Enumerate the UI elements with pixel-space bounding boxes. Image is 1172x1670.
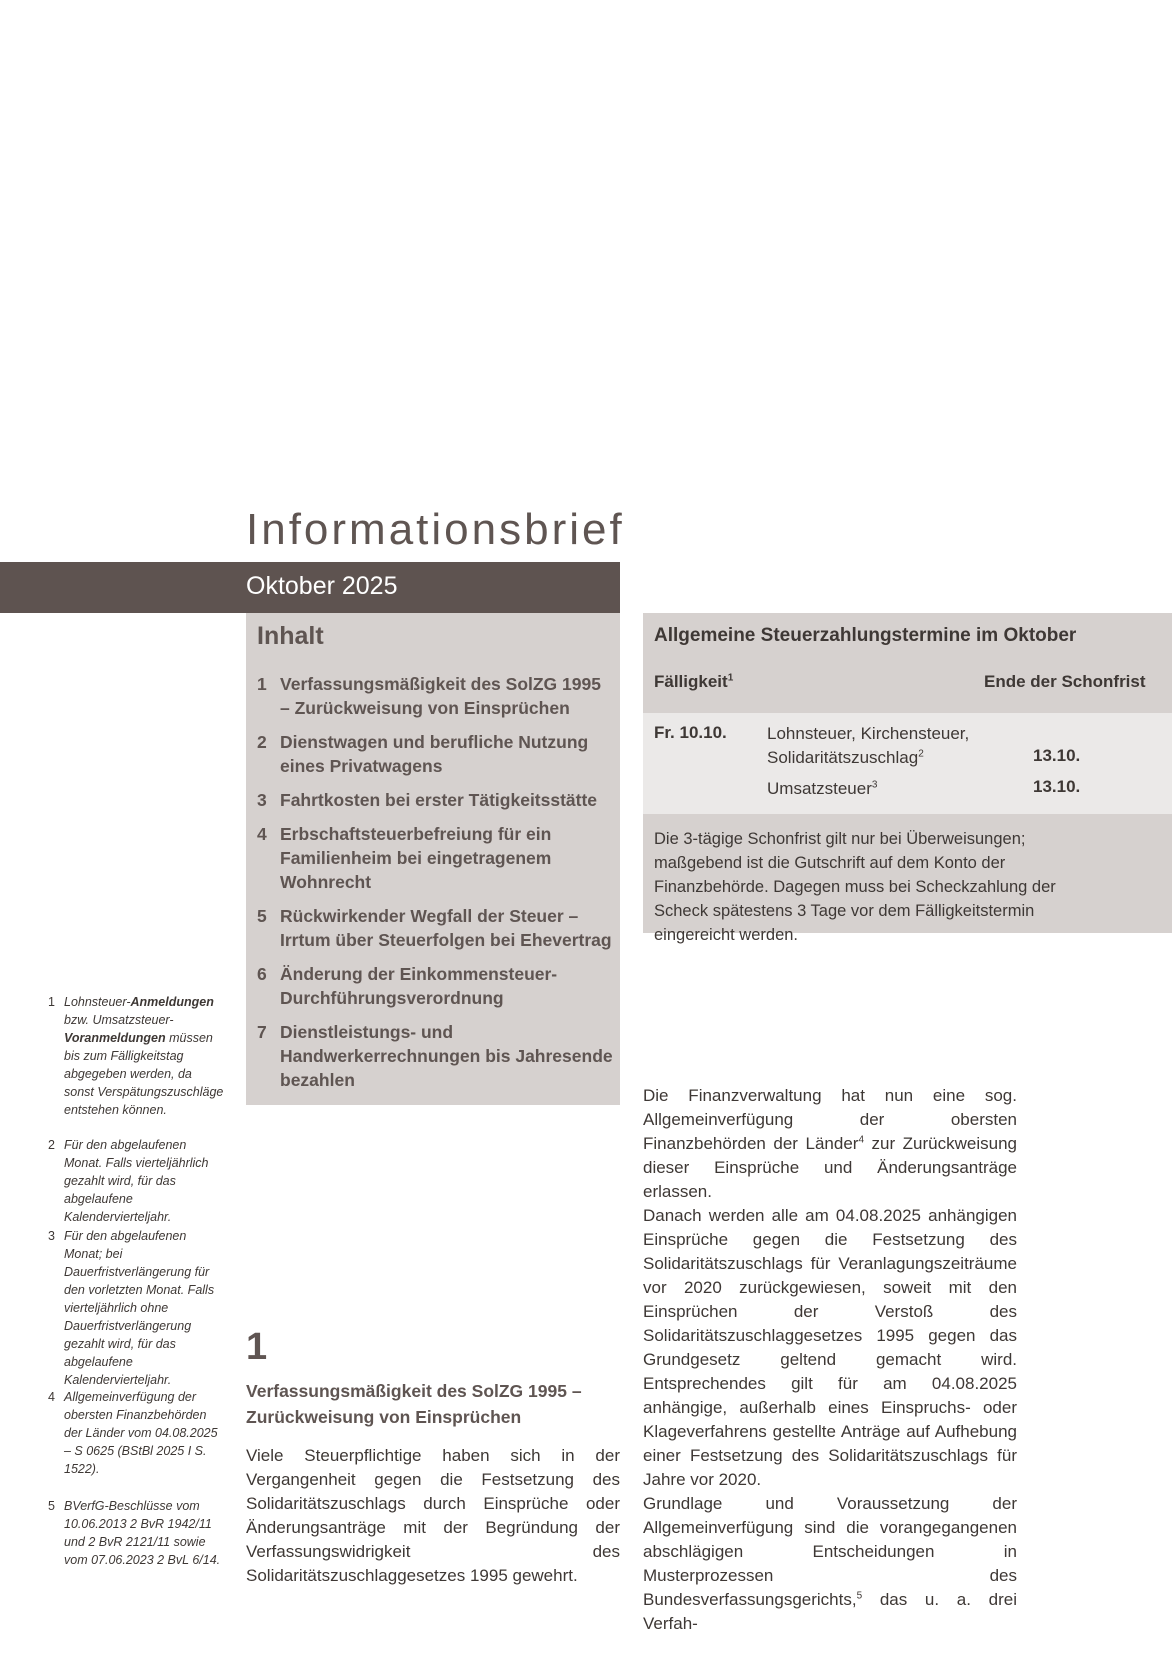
toc-item[interactable]	[257, 904, 615, 952]
grace-end-date: 13.10.	[1033, 746, 1081, 765]
footnote-number: 5	[48, 1499, 55, 1513]
toc-item-number: 7	[257, 1022, 267, 1042]
toc-item-number: 2	[257, 732, 267, 752]
toc-item[interactable]	[257, 788, 615, 812]
column-header-grace-end: Ende der Schonfrist	[984, 672, 1146, 691]
toc-item-number: 5	[257, 906, 267, 926]
tax-dates-title: Allgemeine Steuerzahlungstermine im Oktober	[654, 625, 1077, 646]
tax-row-vat: Umsatzsteuer$^3$	[767, 779, 878, 798]
toc-item-number: 6	[257, 964, 267, 984]
toc-item[interactable]	[257, 962, 615, 1010]
grace-period-note: Die 3-tägige Schonfrist gilt nur bei Überweisungen; maßgebend ist die Gutschrift auf dem Konto der Finanzbehörde. Dagegen muss bei Scheckzahlung der Scheck spätestens 3 Tage vor dem Fälligkeitstermin eingereicht werden.	[654, 830, 1056, 944]
toc-item-number: 1	[257, 674, 267, 694]
footnote-number: 4	[48, 1390, 55, 1404]
toc-heading: Inhalt	[257, 622, 324, 650]
toc-item-text: Verfassungsmäßigkeit des SolZG 1995 – Zurückweisung von Einsprüchen	[280, 674, 601, 718]
footnote-text: BVerfG-Beschlüsse vom 10.06.2013 2 BvR 1942/11 und 2 BvR 2121/11 sowie vom 07.06.2023 2 BvL 6/14.	[64, 1499, 221, 1567]
footnote-text: Allgemeinverfügung der obersten Finanzbehörden der Länder vom 04.08.2025 – S 0625 (BStBl 2025 I S. 1522).	[64, 1390, 218, 1476]
section-paragraph: Die Finanzverwaltung hat nun eine sog. Allgemeinverfügung der obersten Finanzbehörden der Länder$^4$ zur Zurückweisung dieser Einsprüche und Änderungsanträge erlassen.	[643, 1086, 1017, 1201]
toc-item-number: 4	[257, 824, 267, 844]
footnote-number: 3	[48, 1229, 55, 1243]
section-number: 1	[246, 1326, 268, 1368]
footnote	[40, 1227, 225, 1389]
section-paragraph: Grundlage und Voraussetzung der Allgemeinverfügung sind die vorangegangenen abschlägigen Entscheidungen in Musterprozessen des Bundesverfassungsgerichts,$^5$ das u. a. drei Verfah-	[643, 1494, 1017, 1633]
grace-end-date: 13.10.	[1033, 777, 1081, 796]
footnote	[40, 993, 225, 1119]
toc-item-text: Erbschaftsteuerbefreiung für ein Familienheim bei eingetragenem Wohnrecht	[280, 824, 552, 892]
footnote	[40, 1136, 225, 1226]
footnote-text: Für den abgelaufenen Monat. Falls vierteljährlich gezahlt wird, für das abgelaufene Kalendervierteljahr.	[64, 1138, 209, 1224]
newsletter-title: Informationsbrief	[246, 505, 625, 554]
toc-item-text: Fahrtkosten bei erster Tätigkeitsstätte	[280, 790, 598, 810]
tax-row-wage-tax: Lohnsteuer, Kirchensteuer, Solidaritätszuschlag$^2$	[767, 724, 970, 767]
toc-item-text: Änderung der Einkommensteuer-Durchführungsverordnung	[280, 964, 558, 1008]
toc-item[interactable]	[257, 730, 615, 778]
due-date: Fr. 10.10.	[654, 723, 727, 742]
footnote	[40, 1497, 225, 1569]
toc-item-text: Dienstleistungs- und Handwerkerrechnungen bis Jahresende bezahlen	[280, 1022, 613, 1090]
toc-item[interactable]	[257, 672, 615, 720]
footnote-text: Für den abgelaufenen Monat; bei Dauerfristverlängerung für den vorletzten Monat. Falls vierteljährlich ohne Dauerfristverlängerung gezahlt wird, für das abgelaufene Kalendervierteljahr.	[64, 1229, 215, 1387]
footnote	[40, 1388, 225, 1478]
toc-item[interactable]	[257, 1020, 615, 1092]
footnote-number: 2	[48, 1138, 55, 1152]
toc-item-text: Rückwirkender Wegfall der Steuer – Irrtum über Steuerfolgen bei Ehevertrag	[280, 906, 612, 950]
issue-date: Oktober 2025	[246, 572, 398, 600]
toc-item[interactable]	[257, 822, 615, 894]
toc-item-text: Dienstwagen und berufliche Nutzung eines Privatwagens	[280, 732, 589, 776]
section-title: Verfassungsmäßigkeit des SolZG 1995 – Zurückweisung von Einsprüchen	[246, 1381, 582, 1427]
footnote-text: Lohnsteuer-Anmeldungen bzw. Umsatzsteuer-Voranmeldungen müssen bis zum Fälligkeitstag abgegeben werden, da sonst Verspätungszuschläge entstehen können.	[64, 995, 224, 1117]
toc-item-number: 3	[257, 790, 267, 810]
toc-list	[257, 672, 615, 1092]
footnote-number: 1	[48, 995, 55, 1009]
section-paragraph: Viele Steuerpflichtige haben sich in der Vergangenheit gegen die Festsetzung des Solidaritätszuschlags durch Einsprüche oder Änderungsanträge mit der Begründung der Verfassungswidrigkeit des Solidaritätszuschlaggesetzes 1995 gewehrt.	[246, 1446, 620, 1585]
section-paragraph: Danach werden alle am 04.08.2025 anhängigen Einsprüche gegen die Festsetzung des Solidaritätszuschlags für Veranlagungszeiträume vor 2020 zurückgewiesen, soweit mit den Einsprüchen der Verstoß des Solidaritätszuschlaggesetzes 1995 gegen das Grundgesetz geltend gemacht wird. Entsprechendes gilt für am 04.08.2025 anhängige, außerhalb eines Einspruchs- oder Klageverfahrens gestellte Anträge auf Aufhebung einer Festsetzung des Solidaritätszuschlags für Jahre vor 2020.	[643, 1206, 1017, 1489]
column-header-due: Fälligkeit$^1$	[654, 672, 734, 691]
